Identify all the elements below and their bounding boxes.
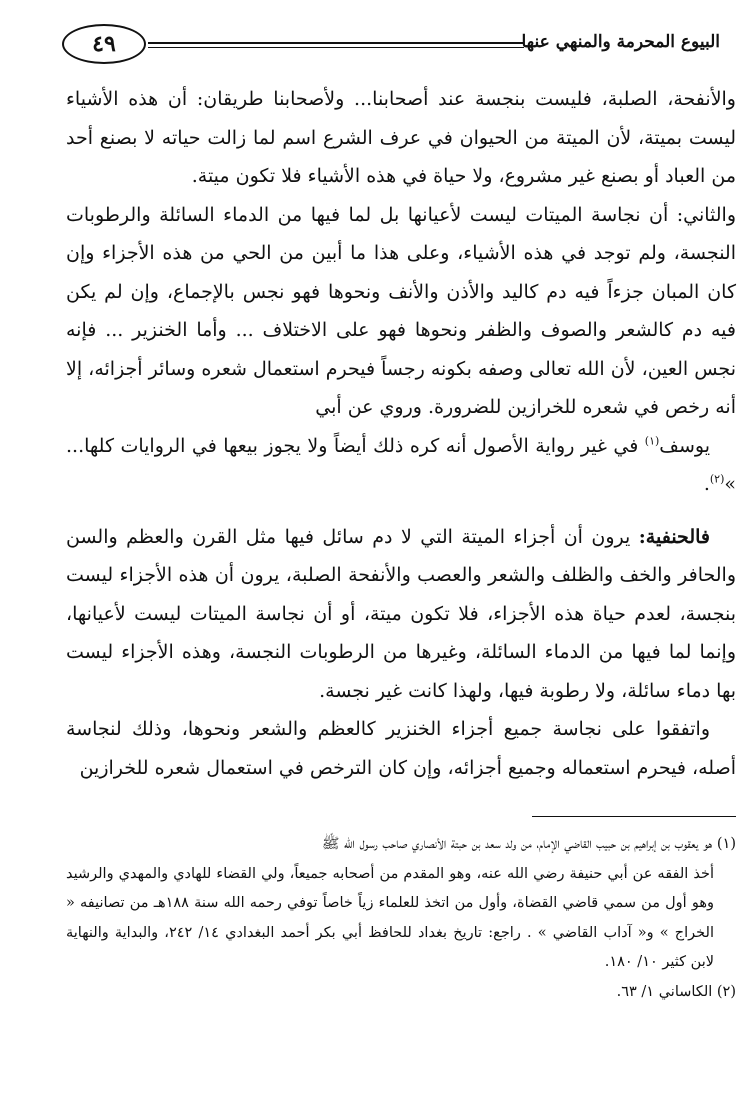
running-title: البيوع المحرمة والمنهي عنها xyxy=(521,32,720,52)
footnote-1-line: (١) هو يعقوب بن إبراهيم بن حبيب القاضي الإمام، من ولد سعد بن حبتة الأنصاري صاحب رسول الله ﷺ xyxy=(321,836,736,852)
footnotes xyxy=(66,830,736,1007)
paragraph-2: والثاني: أن نجاسة الميتات ليست لأعيانها بل لما فيها من الدماء السائلة والرطوبات النجسة، ولم توجد في هذه الأشياء، وعلى هذا ما أبين من الحي من هذه الأجزاء وإن كان المبان جزءاً فيه دم كاليد والأذن والأنف ونحوها فهو نجس بالإجماع، وإن لم يكن فيه دم كالشعر والصوف والظفر ونحوها فهو على الاختلاف ... وأما الخنزير ... فإنه نجس العين، لأن الله تعالى وصفه بكونه رجساً فيحرم استعمال شعره وسائر أجزائه، إلا أنه رخص في شعره للخرازين للضرورة. وروي عن أبي xyxy=(66,203,736,418)
footnote-2: (٢) الكاساني ١/ ٦٣. xyxy=(616,983,736,1000)
paragraph-5: واتفقوا على نجاسة جميع أجزاء الخنزير كالعظم والشعر ونحوها، وذلك لنجاسة أصله، فيحرم استعماله وجميع أجزائه، وإن كان الترخص في استعمال شعره للخرازين xyxy=(66,718,736,779)
footnote-divider xyxy=(532,816,736,817)
paragraph-3 xyxy=(66,427,736,504)
footnote-1-body: أخذ الفقه عن أبي حنيفة رضي الله عنه، وهو المقدم من أصحابه جميعاً، ولي القضاء للهادي والمهدي والرشيد وهو أول من سمي قاضي القضاة، وأول من اتخذ للعلماء زياً خاصاً توفي رحمه الله سنة ١٨٨هـ من تصانيفه « الخراج » و« آداب القاضي » . راجع: تاريخ بغداد للحافظ أبي بكر أحمد البغدادي ١٤/ ٢٤٢، والبداية والنهاية لابن كثير ١٠/ ١٨٠. xyxy=(66,865,714,970)
p3-post: في غير رواية الأصول أنه كره ذلك أيضاً ولا يجوز بيعها في الروايات كلها... » xyxy=(66,434,736,495)
footnote-ref-2[interactable]: (٢) xyxy=(709,472,725,486)
paragraph-4 xyxy=(66,518,736,711)
footnote-ref-1[interactable]: (١) xyxy=(644,434,660,448)
page-header xyxy=(62,24,720,74)
paragraph-1: والأنفحة، الصلبة، فليست بنجسة عند أصحابنا... ولأصحابنا طريقان: أن هذه الأشياء ليست بميتة، لأن الميتة من الحيوان في عرف الشرع اسم لما زالت حياته لا بصنع أحد من العباد أو بصنع غير مشروع، ولا حياة في هذه الأشياء فلا تكون ميتة. xyxy=(66,88,736,187)
page-number: ٤٩ xyxy=(62,24,146,64)
main-text xyxy=(66,80,736,787)
hanafi-label: فالحنفية: xyxy=(638,525,710,548)
header-rule xyxy=(148,42,524,48)
p4-text: يرون أن أجزاء الميتة التي لا دم سائل فيها مثل القرن والعظم والسن والحافر والخف والظلف والشعر والعصب والأنفحة الصلبة، يرون أن هذه الأجزاء ليست بنجسة، لعدم حياة هذه الأجزاء، فلا تكون ميتة، أو أن نجاسة الميتات ليست لأعيانها، وإنما لما فيها من الدماء السائلة، وغيرها من الرطوبات النجسة، وهذه الأجزاء ليست بها دماء سائلة، ولا رطوبة فيها، ولهذا كانت غير نجسة. xyxy=(66,525,736,702)
p3-end: . xyxy=(703,473,710,495)
p3-pre: يوسف xyxy=(659,434,710,457)
